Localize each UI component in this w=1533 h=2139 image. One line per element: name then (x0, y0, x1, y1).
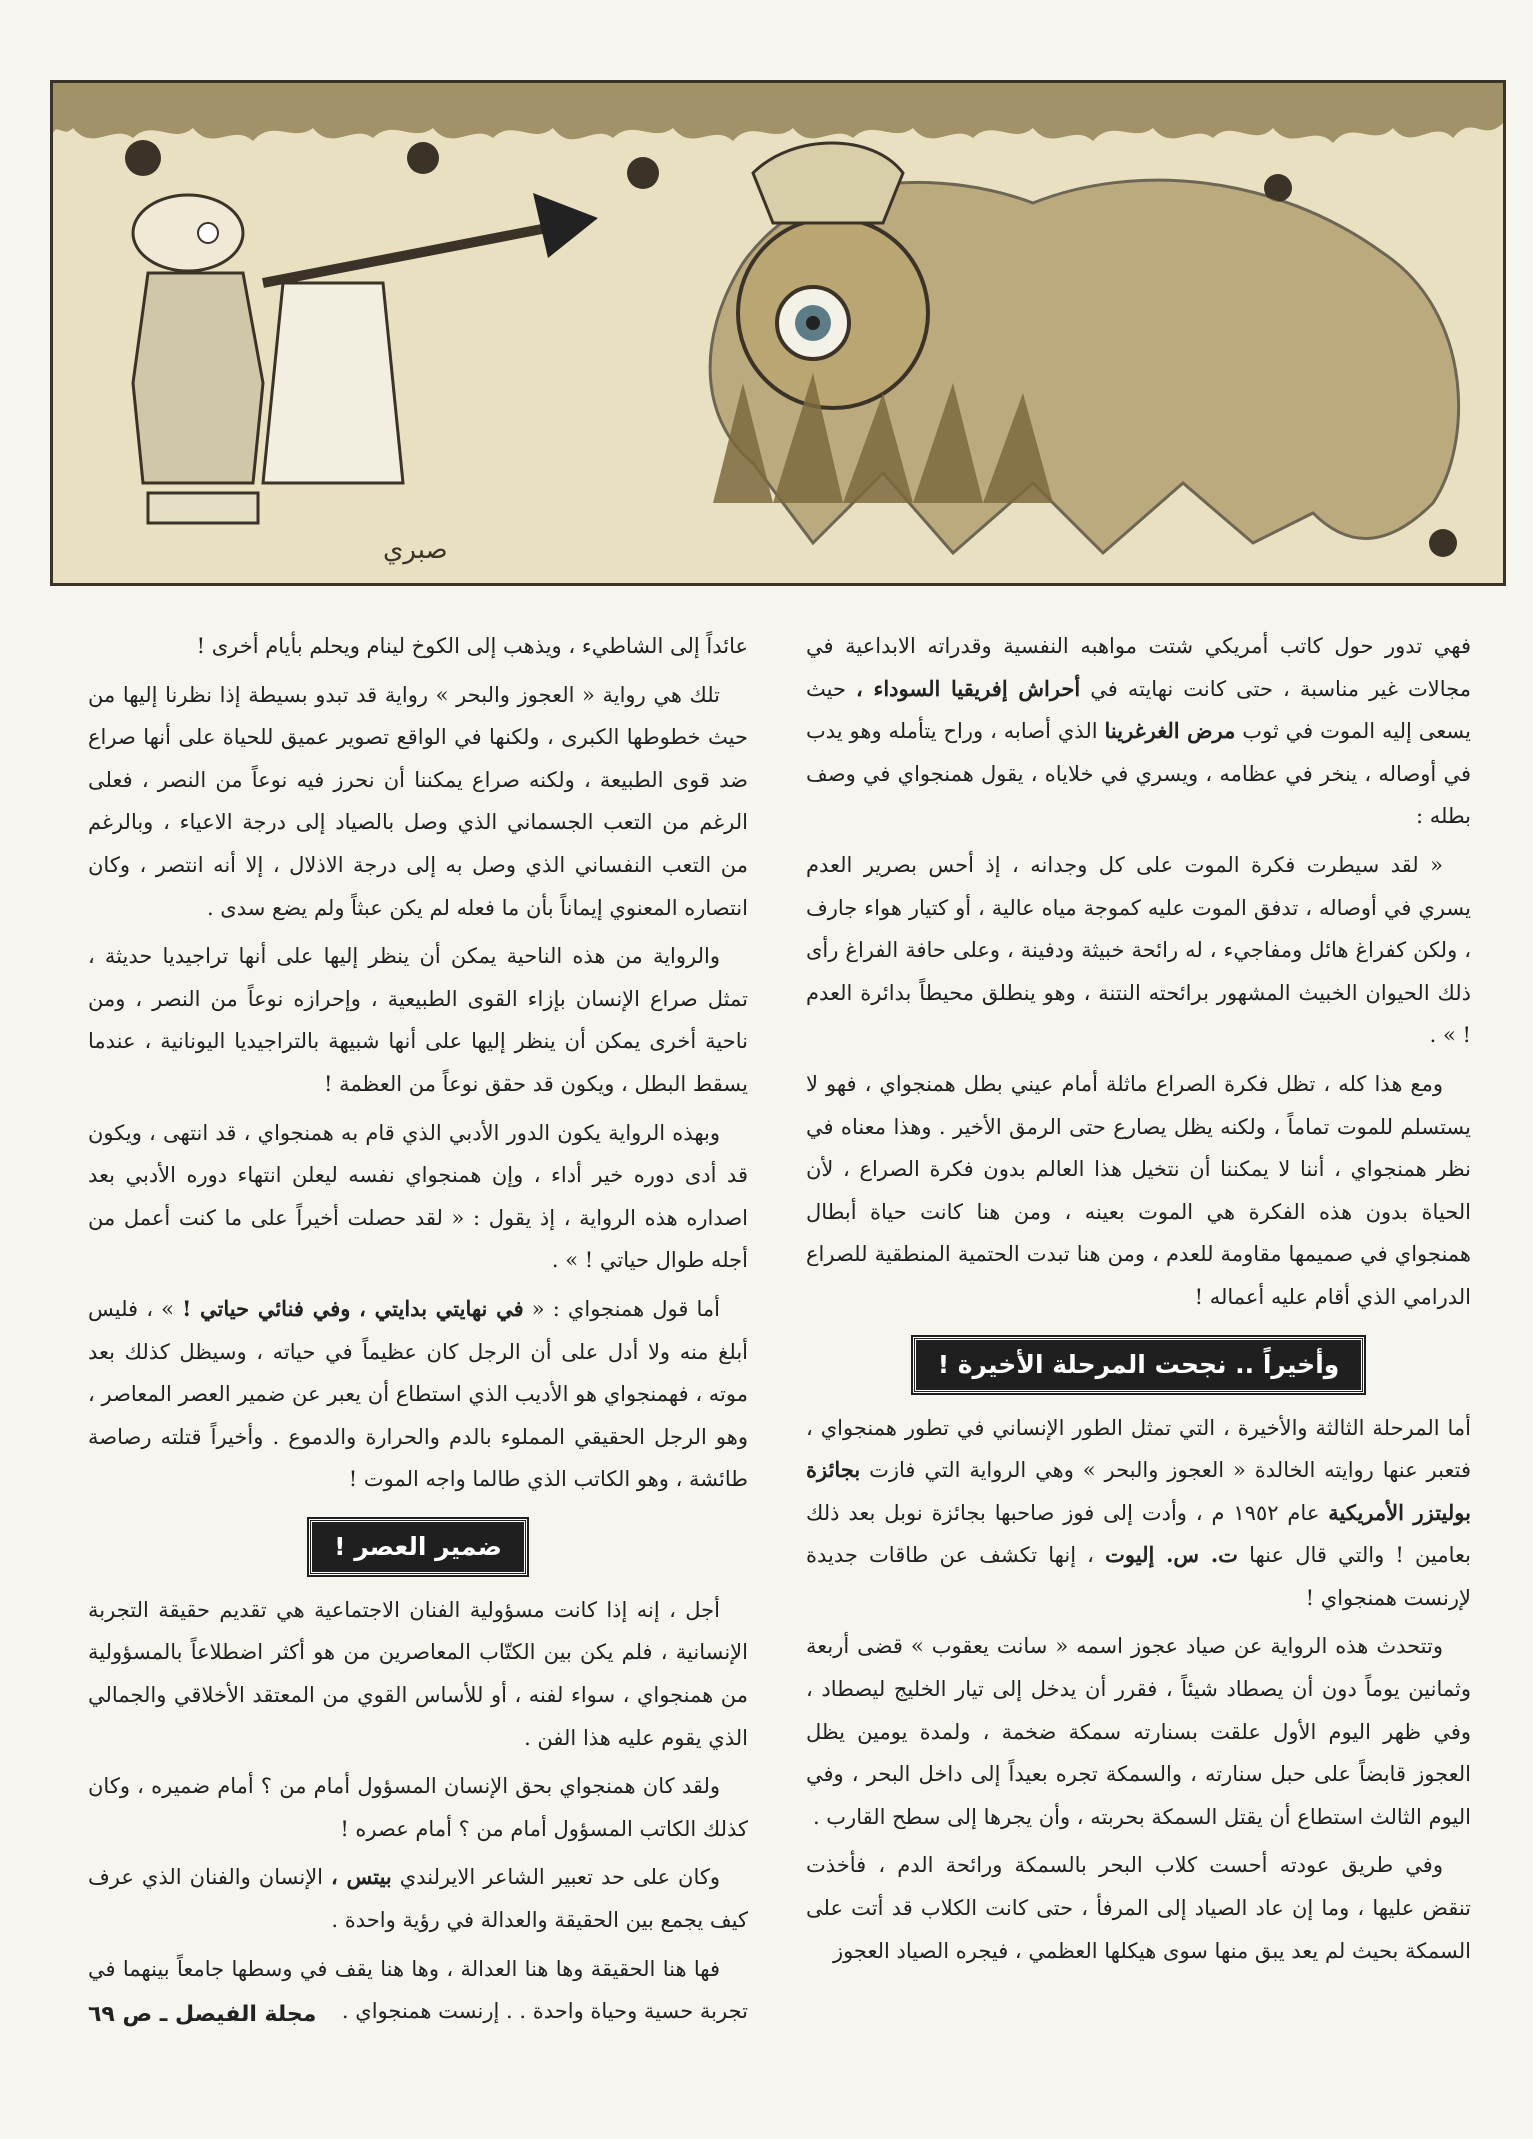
article-column-left (88, 625, 748, 2039)
text: » ، فليس أبلغ منه ولا أدل على أن الرجل كان عظيماً في حياته ، وسيظل كذلك بعد موته ، فهمنجواي هو الأديب الذي استطاع أن يعبر عن ضمير العصر المعاصر ، وهو الرجل الحقيقي المملوء بالدم والحرارة والدموع . وأخيراً قتلته رصاصة طائشة ، وهو الكاتب الذي طالما واجه الموت ! (88, 1296, 748, 1492)
text: أما قول همنجواي : « (523, 1296, 720, 1321)
bold-text: بيتس ، (331, 1864, 392, 1890)
paragraph: عائداً إلى الشاطيء ، ويذهب إلى الكوخ لينام ويحلم بأيام أخرى ! (196, 634, 748, 658)
paragraph: وفي طريق عودته أحست كلاب البحر بالسمكة ورائحة الدم ، فأخذت تنقض عليها ، وما إن عاد الصياد إلى المرفأ ، حتى كانت الكلاب قد أتت على السمكة بحيث لم يعد يبق منها سوى هيكلها العظمي ، فيجره الصياد العجوز (806, 1853, 1471, 1963)
paragraph: تلك هي رواية « العجوز والبحر » رواية قد تبدو بسيطة إذا نظرنا إليها من حيث خطوطها الكبرى ، ولكنها في الواقع تصوير عميق للحياة على أنها صراع ضد قوى الطبيعة ، ولكنه صراع يمكننا أن نحرز فيه نوعاً من النصر ، فعلى الرغم من التعب الجسماني الذي وصل بالصياد إلى درجة الاعياء ، وبالرغم من التعب النفساني الذي وصل به إلى درجة الاذلال ، إلا أنه انتصر ، وكان انتصاره المعنوي إيماناً بأن ما فعله لم يكن عبثاً ولم يضع سدى . (88, 682, 748, 920)
paragraph (88, 1856, 748, 1941)
paragraph: ومع هذا كله ، تظل فكرة الصراع ماثلة أمام عيني بطل همنجواي ، فهو لا يستسلم للموت تماماً ، ولكنه يظل يصارع حتى الرمق الأخير . وهذا معناه في نظر همنجواي ، أننا لا يمكننا أن نتخيل هذا العالم بدون فكرة الصراع ، لأن الحياة بدون هذه الفكرة هي الموت بعينه ، ومن هنا كانت حياة أبطال همنجواي في صميمها مقاومة للعدم ، ومن هنا تبدت الحتمية المنطقية للصراع الدرامي الذي أقام عليه أعماله ! (806, 1071, 1471, 1309)
text: الإنسان والفنان الذي عرف كيف يجمع بين الحقيقة والعدالة في رؤية واحدة . (88, 1865, 748, 1933)
quote-paragraph: « لقد سيطرت فكرة الموت على كل وجدانه ، إذ أحس بصرير العدم يسري في أوصاله ، تدفق الموت عليه كموجة مياه عالية ، أو كتيار هواء جارف ، ولكن كفراغ هائل ومفاجيء ، له رائحة خبيثة ودفينة ، وعلى حافة الفراغ رأى ذلك الحيوان الخبيث المشهور برائحته النتنة ، وهو ينطلق محيطاً بدائرة العدم ! » . (806, 852, 1471, 1048)
paragraph: فها هنا الحقيقة وها هنا العدالة ، وها هنا يقف في وسطها جامعاً بينهما في تجربة حسية وحياة واحدة . . إرنست همنجواي . (88, 1956, 748, 2024)
page-footer: مجلة الفيصل ـ ص ٦٩ (88, 2002, 317, 2027)
article-column-right (806, 625, 1471, 1978)
illustration-drawing (53, 83, 1503, 583)
paragraph: وبهذه الرواية يكون الدور الأدبي الذي قام به همنجواي ، قد انتهى ، ويكون قد أدى دوره خير أداء ، وإن همنجواي نفسه ليعلن انتهاء دوره الأدبي بعد اصداره هذه الرواية ، إذ يقول : « لقد حصلت أخيراً على ما كنت أعمل من أجله طوال حياتي ! » . (88, 1120, 748, 1273)
paragraph: والرواية من هذه الناحية يمكن أن ينظر إليها على أنها تراجيديا حديثة ، تمثل صراع الإنسان بإزاء القوى الطبيعية ، وإحرازه نوعاً من النصر ، ومن ناحية أخرى يمكن أن ينظر إليها على أنها شبيهة بالتراجيديا اليونانية ، عندما يسقط البطل ، ويكون قد حقق نوعاً من العظمة ! (88, 944, 748, 1096)
paragraph: أجل ، إنه إذا كانت مسؤولية الفنان الاجتماعية هي تقديم حقيقة التجربة الإنسانية ، فلم يكن بين الكتّاب المعاصرين من هو أكثر اضطلاعاً بالمسؤولية من همنجواي ، سواء لفنه ، أو للأساس القوي من المعتقد الأخلاقي والجمالي الذي يقوم عليه هذا الفن . (88, 1597, 748, 1750)
text: وكان على حد تعبير الشاعر الايرلندي (391, 1865, 720, 1890)
section-heading: وأخيراً .. نجحت المرحلة الأخيرة ! (913, 1337, 1365, 1393)
paragraph: وتتحدث هذه الرواية عن صياد عجوز اسمه « سانت يعقوب » قضى أربعة وثمانين يوماً دون أن يصطاد شيئاً ، فقرر أن يدخل إلى تيار الخليج ليصطاد ، وفي ظهر اليوم الأول علقت بسنارته سمكة ضخمة ، ولمدة يومين يظل العجوز قابضاً على حبل سنارته ، والسمكة تجره بعيداً إلى داخل البحر ، وفي اليوم الثالث استطاع أن يقتل السمكة بحربته ، وأن يجرها إلى سطح القارب . (806, 1634, 1471, 1829)
text: الذي أصابه ، وراح يتأمله وهو يدب في أوصاله ، ينخر في عظامه ، ويسري في خلاياه ، يقول همنجواي في وصف بطله : (806, 719, 1471, 829)
text: حيث يسعى إليه الموت في ثوب (806, 676, 1472, 744)
paragraph: ولقد كان همنجواي بحق الإنسان المسؤول أمام من ؟ أمام ضميره ، وكان كذلك الكاتب المسؤول أمام من ؟ أمام عصره ! (88, 1774, 748, 1841)
section-heading: ضمير العصر ! (309, 1519, 527, 1575)
bold-text: بجائزة بوليتزر الأمريكية (806, 1457, 1471, 1525)
text: أما المرحلة الثالثة والأخيرة ، التي تمثل الطور الإنساني في تطور همنجواي ، فتعبر عنها روايته الخالدة « العجوز والبحر » وهي الرواية التي فازت (806, 1415, 1471, 1483)
header-illustration (50, 80, 1506, 586)
artist-signature: صبري (383, 535, 448, 565)
bold-quote: في نهايتي بدايتي ، وفي فنائي حياتي ! (182, 1295, 524, 1321)
text: عام ١٩٥٢ م ، وأدت إلى فوز صاحبها بجائزة نوبل بعد ذلك بعامين ! والتي قال عنها (806, 1500, 1471, 1568)
bold-text: أحراش إفريقيا السوداء ، (855, 675, 1081, 701)
text: فهي تدور حول كاتب أمريكي شتت مواهبه النفسية وقدراته الابداعية في مجالات غير مناسبة ، حتى كانت نهايته في (806, 634, 1471, 701)
paragraph (88, 1288, 748, 1501)
text: ، إنها تكشف عن طاقات جديدة لإرنست همنجواي ! (806, 1543, 1471, 1610)
bold-text: ت. س. إليوت (1105, 1542, 1238, 1568)
paragraph (806, 625, 1471, 838)
bold-text: مرض الغرغرينا (1104, 718, 1236, 744)
paragraph (806, 1407, 1471, 1620)
